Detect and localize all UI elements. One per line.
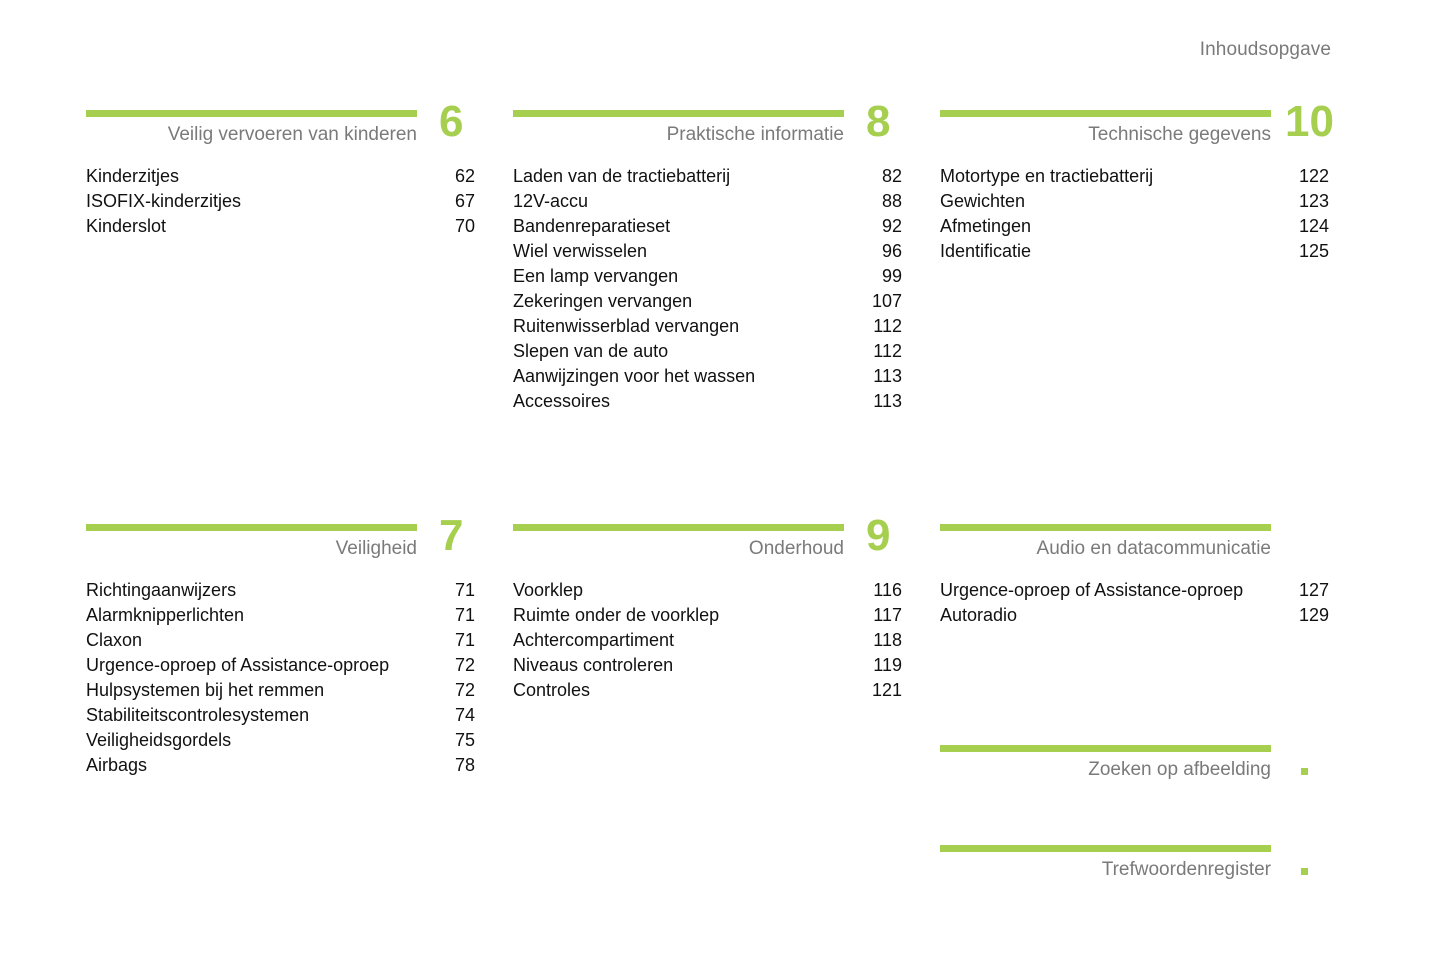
entry-label: Ruimte onder de voorklep — [513, 605, 720, 625]
section-divider-bar — [513, 524, 844, 531]
toc-entry[interactable] — [86, 578, 475, 603]
entry-label: Airbags — [86, 755, 148, 775]
entry-page: 124 — [1298, 216, 1329, 236]
entry-label: Richtingaanwijzers — [86, 580, 237, 600]
entry-list — [513, 164, 902, 414]
entry-label: Slepen van de auto — [513, 341, 669, 361]
entry-page: 119 — [873, 655, 902, 675]
section-title[interactable]: Veilig vervoeren van kinderen — [167, 124, 417, 145]
entry-page: 75 — [454, 730, 475, 750]
entry-page: 116 — [873, 580, 902, 600]
entry-label: Urgence-oproep of Assistance-oproep — [86, 655, 390, 675]
entry-page: 70 — [454, 216, 475, 236]
toc-entry[interactable] — [513, 389, 902, 414]
entry-page: 129 — [1298, 605, 1329, 625]
entry-label: Urgence-oproep of Assistance-oproep — [940, 580, 1244, 600]
toc-entry[interactable] — [513, 678, 902, 703]
entry-label: Claxon — [86, 630, 143, 650]
toc-entry[interactable] — [940, 189, 1329, 214]
entry-label: Een lamp vervangen — [513, 266, 679, 286]
entry-label: Achtercompartiment — [513, 630, 675, 650]
entry-label: Controles — [513, 680, 591, 700]
toc-entry[interactable] — [513, 164, 902, 189]
toc-entry[interactable] — [86, 728, 475, 753]
toc-entry[interactable] — [86, 189, 475, 214]
section-title[interactable]: Trefwoordenregister — [1101, 859, 1271, 880]
section-title[interactable]: Technische gegevens — [1088, 124, 1271, 145]
entry-label: Veiligheidsgordels — [86, 730, 232, 750]
entry-page: 71 — [454, 630, 475, 650]
entry-page: 62 — [454, 166, 475, 186]
entry-page: 71 — [454, 580, 475, 600]
section-title[interactable]: Onderhoud — [748, 538, 844, 559]
section-marker-square — [1301, 868, 1308, 875]
entry-page: 67 — [454, 191, 475, 211]
toc-entry[interactable] — [513, 189, 902, 214]
entry-page: 112 — [873, 341, 902, 361]
toc-entry[interactable] — [513, 214, 902, 239]
entry-page: 117 — [873, 605, 902, 625]
entry-list — [86, 578, 475, 778]
entry-label: Bandenreparatieset — [513, 216, 671, 236]
toc-entry[interactable] — [86, 628, 475, 653]
section-title[interactable]: Praktische informatie — [666, 124, 844, 145]
entry-label: Autoradio — [940, 605, 1018, 625]
entry-page: 72 — [454, 680, 475, 700]
entry-page: 71 — [454, 605, 475, 625]
entry-label: Wiel verwisselen — [513, 241, 648, 261]
entry-label: Alarmknipperlichten — [86, 605, 245, 625]
toc-entry[interactable] — [513, 653, 902, 678]
entry-label: Identificatie — [940, 241, 1032, 261]
toc-entry[interactable] — [513, 314, 902, 339]
toc-entry[interactable] — [513, 628, 902, 653]
section-divider-bar — [940, 524, 1271, 531]
chapter-number: 6 — [439, 97, 464, 146]
section-divider-bar — [513, 110, 844, 117]
section-divider-bar — [86, 524, 417, 531]
entry-label: Niveaus controleren — [513, 655, 674, 675]
toc-entry[interactable] — [940, 578, 1329, 603]
entry-page: 118 — [873, 630, 902, 650]
toc-entry[interactable] — [940, 239, 1329, 264]
chapter-number: 10 — [1285, 97, 1334, 146]
entry-label: Aanwijzingen voor het wassen — [513, 366, 756, 386]
entry-label: Accessoires — [513, 391, 611, 411]
page-title: Inhoudsopgave — [1199, 39, 1331, 60]
toc-entry[interactable] — [86, 653, 475, 678]
entry-label: Voorklep — [513, 580, 584, 600]
toc-entry[interactable] — [86, 703, 475, 728]
entry-label: Laden van de tractiebatterij — [513, 166, 731, 186]
entry-label: Afmetingen — [940, 216, 1032, 236]
section-divider-bar — [940, 845, 1271, 852]
entry-list — [940, 578, 1329, 628]
entry-list — [86, 164, 475, 239]
entry-label: Kinderzitjes — [86, 166, 180, 186]
toc-entry[interactable] — [513, 339, 902, 364]
entry-page: 122 — [1298, 166, 1329, 186]
section-title[interactable]: Zoeken op afbeelding — [1088, 759, 1271, 780]
entry-page: 127 — [1298, 580, 1329, 600]
entry-page: 121 — [871, 680, 902, 700]
chapter-number: 7 — [439, 511, 464, 560]
toc-entry[interactable] — [513, 289, 902, 314]
entry-page: 92 — [881, 216, 902, 236]
toc-entry[interactable] — [86, 753, 475, 778]
toc-entry[interactable] — [513, 578, 902, 603]
entry-label: 12V-accu — [513, 191, 589, 211]
section-divider-bar — [940, 110, 1271, 117]
toc-entry[interactable] — [940, 603, 1329, 628]
entry-page: 123 — [1298, 191, 1329, 211]
entry-page: 112 — [873, 316, 902, 336]
toc-entry[interactable] — [940, 164, 1329, 189]
entry-page: 78 — [454, 755, 475, 775]
section-divider-bar — [940, 745, 1271, 752]
entry-label: Kinderslot — [86, 216, 167, 236]
entry-page: 113 — [873, 366, 902, 386]
chapter-number: 9 — [866, 511, 891, 560]
section-marker-square — [1301, 768, 1308, 775]
toc-entry[interactable] — [86, 164, 475, 189]
toc-entry[interactable] — [86, 603, 475, 628]
entry-list — [513, 578, 902, 703]
toc-entry[interactable] — [86, 678, 475, 703]
toc-entry[interactable] — [513, 239, 902, 264]
toc-entry[interactable] — [940, 214, 1329, 239]
toc-entry[interactable] — [513, 364, 902, 389]
toc-entry[interactable] — [86, 214, 475, 239]
entry-page: 74 — [454, 705, 475, 725]
entry-label: Stabiliteitscontrolesystemen — [86, 705, 310, 725]
entry-page: 82 — [881, 166, 902, 186]
entry-label: Gewichten — [940, 191, 1026, 211]
entry-page: 125 — [1298, 241, 1329, 261]
entry-page: 88 — [881, 191, 902, 211]
section-title[interactable]: Audio en datacommunicatie — [1036, 538, 1271, 559]
entry-page: 96 — [881, 241, 902, 261]
entry-page: 113 — [873, 391, 902, 411]
entry-page: 99 — [881, 266, 902, 286]
toc-entry[interactable] — [513, 603, 902, 628]
entry-label: ISOFIX-kinderzitjes — [86, 191, 242, 211]
entry-label: Zekeringen vervangen — [513, 291, 693, 311]
entry-label: Hulpsystemen bij het remmen — [86, 680, 325, 700]
chapter-number: 8 — [866, 97, 891, 146]
section-title[interactable]: Veiligheid — [335, 538, 417, 559]
entry-label: Ruitenwisserblad vervangen — [513, 316, 740, 336]
entry-label: Motortype en tractiebatterij — [940, 166, 1154, 186]
entry-page: 72 — [454, 655, 475, 675]
entry-list — [940, 164, 1329, 264]
section-divider-bar — [86, 110, 417, 117]
entry-page: 107 — [871, 291, 902, 311]
toc-entry[interactable] — [513, 264, 902, 289]
